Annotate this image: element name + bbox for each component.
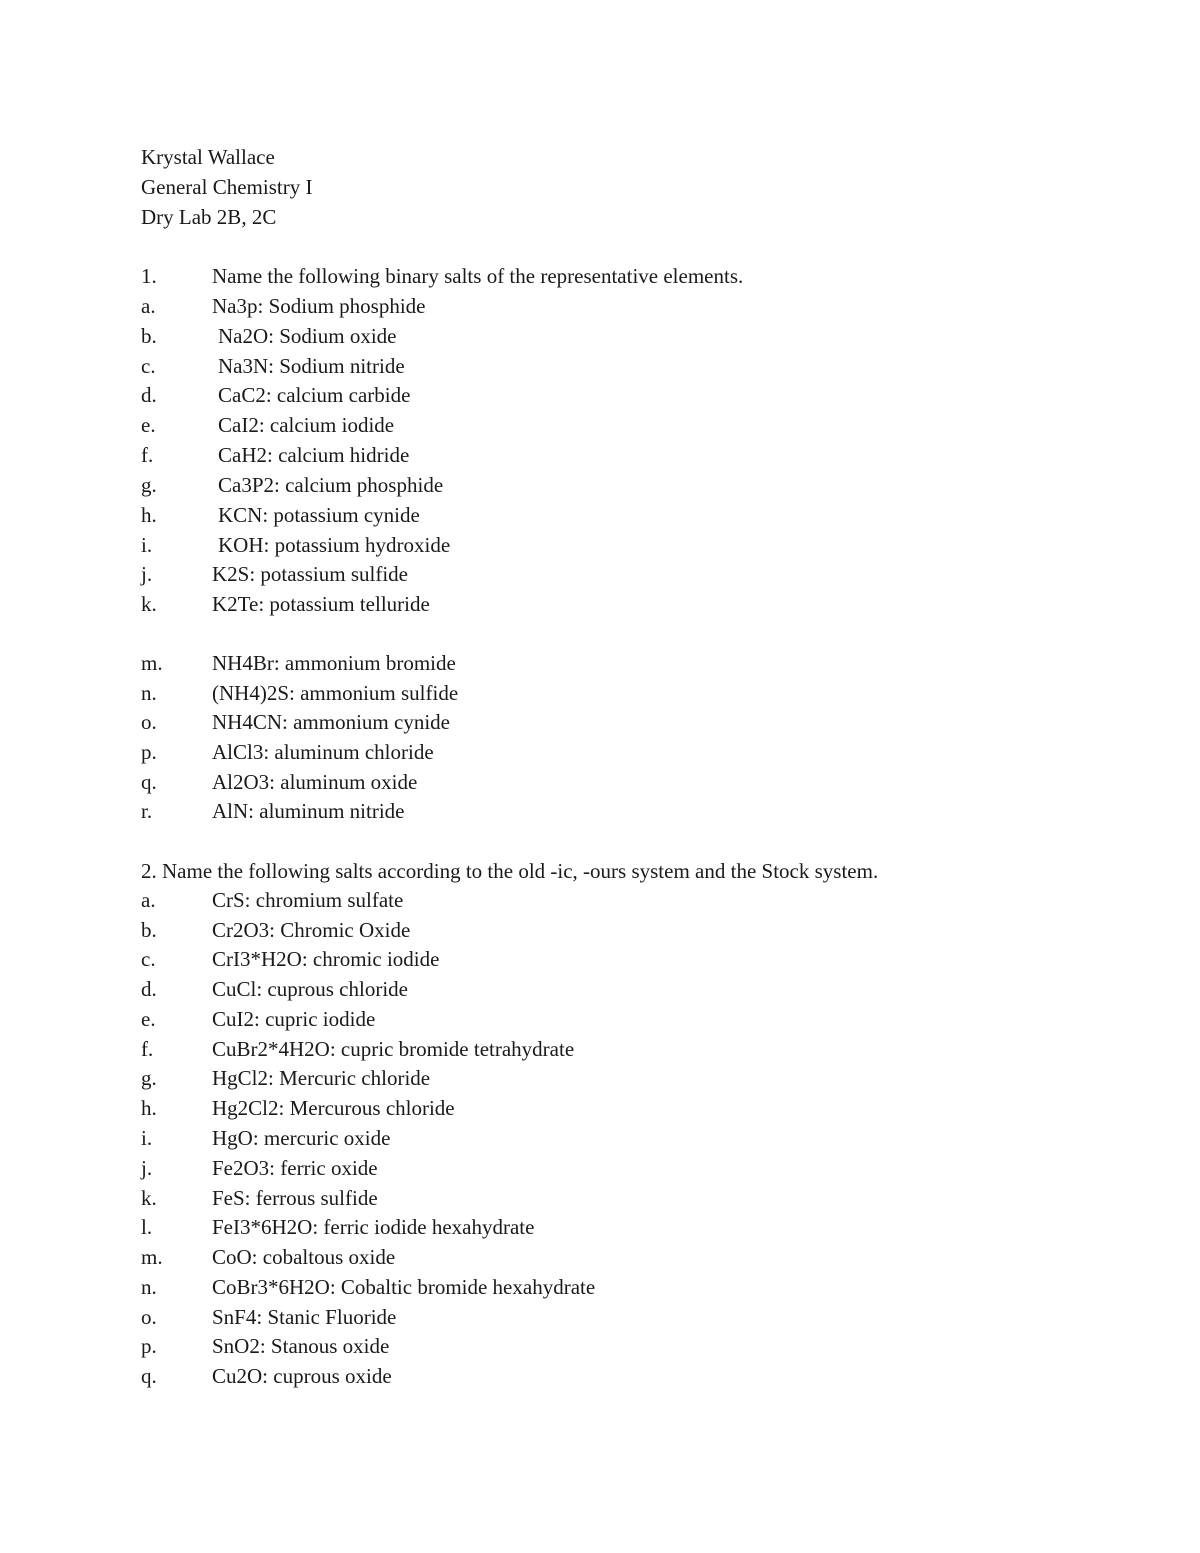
question-2-prompt: 2. Name the following salts according to the old -ic, -ours system and the Stock system. bbox=[141, 859, 879, 883]
item-marker: r. bbox=[141, 799, 153, 823]
item-text: K2Te: potassium telluride bbox=[212, 592, 430, 616]
item-text: KCN: potassium cynide bbox=[218, 503, 420, 527]
item-text: K2S: potassium sulfide bbox=[212, 562, 409, 586]
item-marker: k. bbox=[141, 1186, 157, 1210]
item-marker: j. bbox=[141, 1156, 153, 1180]
item-text: Fe2O3: ferric oxide bbox=[212, 1156, 378, 1180]
item-text: AlCl3: aluminum chloride bbox=[212, 740, 434, 764]
item-marker: n. bbox=[141, 1275, 157, 1299]
item-text: Ca3P2: calcium phosphide bbox=[218, 473, 444, 497]
item-marker: o. bbox=[141, 710, 157, 734]
item-marker: g. bbox=[141, 1066, 157, 1090]
item-marker: i. bbox=[141, 1126, 153, 1150]
item-text: CrI3*H2O: chromic iodide bbox=[212, 947, 440, 971]
item-text: CuBr2*4H2O: cupric bromide tetrahydrate bbox=[212, 1037, 575, 1061]
item-marker: q. bbox=[141, 1364, 157, 1388]
item-marker: c. bbox=[141, 947, 156, 971]
item-text: CaC2: calcium carbide bbox=[218, 383, 411, 407]
item-text: AlN: aluminum nitride bbox=[212, 799, 405, 823]
item-marker: d. bbox=[141, 977, 157, 1001]
item-text: CuI2: cupric iodide bbox=[212, 1007, 376, 1031]
item-text: SnF4: Stanic Fluoride bbox=[212, 1305, 397, 1329]
item-marker: e. bbox=[141, 1007, 156, 1031]
item-text: KOH: potassium hydroxide bbox=[218, 533, 451, 557]
item-text: Cu2O: cuprous oxide bbox=[212, 1364, 392, 1388]
item-marker: d. bbox=[141, 383, 157, 407]
item-text: SnO2: Stanous oxide bbox=[212, 1334, 390, 1358]
item-text: Na3N: Sodium nitride bbox=[218, 354, 405, 378]
item-text: (NH4)2S: ammonium sulfide bbox=[212, 681, 459, 705]
item-marker: h. bbox=[141, 1096, 157, 1120]
item-text: Hg2Cl2: Mercurous chloride bbox=[212, 1096, 455, 1120]
item-text: CuCl: cuprous chloride bbox=[212, 977, 408, 1001]
item-marker: f. bbox=[141, 443, 154, 467]
item-marker: k. bbox=[141, 592, 157, 616]
item-marker: p. bbox=[141, 740, 157, 764]
item-marker: b. bbox=[141, 918, 157, 942]
item-text: CoO: cobaltous oxide bbox=[212, 1245, 396, 1269]
item-text: NH4Br: ammonium bromide bbox=[212, 651, 456, 675]
item-marker: n. bbox=[141, 681, 157, 705]
item-text: FeS: ferrous sulfide bbox=[212, 1186, 378, 1210]
item-marker: p. bbox=[141, 1334, 157, 1358]
item-text: CoBr3*6H2O: Cobaltic bromide hexahydrate bbox=[212, 1275, 596, 1299]
item-marker: g. bbox=[141, 473, 157, 497]
question-1-prompt: Name the following binary salts of the representative elements. bbox=[212, 264, 744, 288]
item-text: Al2O3: aluminum oxide bbox=[212, 770, 418, 794]
item-text: CaI2: calcium iodide bbox=[218, 413, 395, 437]
item-text: CrS: chromium sulfate bbox=[212, 888, 404, 912]
item-text: Cr2O3: Chromic Oxide bbox=[212, 918, 411, 942]
item-text: Na3p: Sodium phosphide bbox=[212, 294, 426, 318]
course-title: General Chemistry I bbox=[141, 175, 313, 199]
item-marker: c. bbox=[141, 354, 156, 378]
item-marker: h. bbox=[141, 503, 157, 527]
item-marker: b. bbox=[141, 324, 157, 348]
item-marker: e. bbox=[141, 413, 156, 437]
item-text: Na2O: Sodium oxide bbox=[218, 324, 397, 348]
item-marker: m. bbox=[141, 651, 163, 675]
item-marker: l. bbox=[141, 1215, 153, 1239]
question-1-number: 1. bbox=[141, 264, 157, 288]
item-marker: m. bbox=[141, 1245, 163, 1269]
item-text: FeI3*6H2O: ferric iodide hexahydrate bbox=[212, 1215, 535, 1239]
item-marker: j. bbox=[141, 562, 153, 586]
item-marker: f. bbox=[141, 1037, 154, 1061]
author-name: Krystal Wallace bbox=[141, 145, 275, 169]
item-marker: i. bbox=[141, 533, 153, 557]
item-text: CaH2: calcium hidride bbox=[218, 443, 410, 467]
item-text: HgCl2: Mercuric chloride bbox=[212, 1066, 431, 1090]
item-marker: a. bbox=[141, 294, 156, 318]
item-marker: o. bbox=[141, 1305, 157, 1329]
item-text: HgO: mercuric oxide bbox=[212, 1126, 391, 1150]
item-marker: q. bbox=[141, 770, 157, 794]
item-marker: a. bbox=[141, 888, 156, 912]
item-text: NH4CN: ammonium cynide bbox=[212, 710, 450, 734]
lab-title: Dry Lab 2B, 2C bbox=[141, 205, 277, 229]
